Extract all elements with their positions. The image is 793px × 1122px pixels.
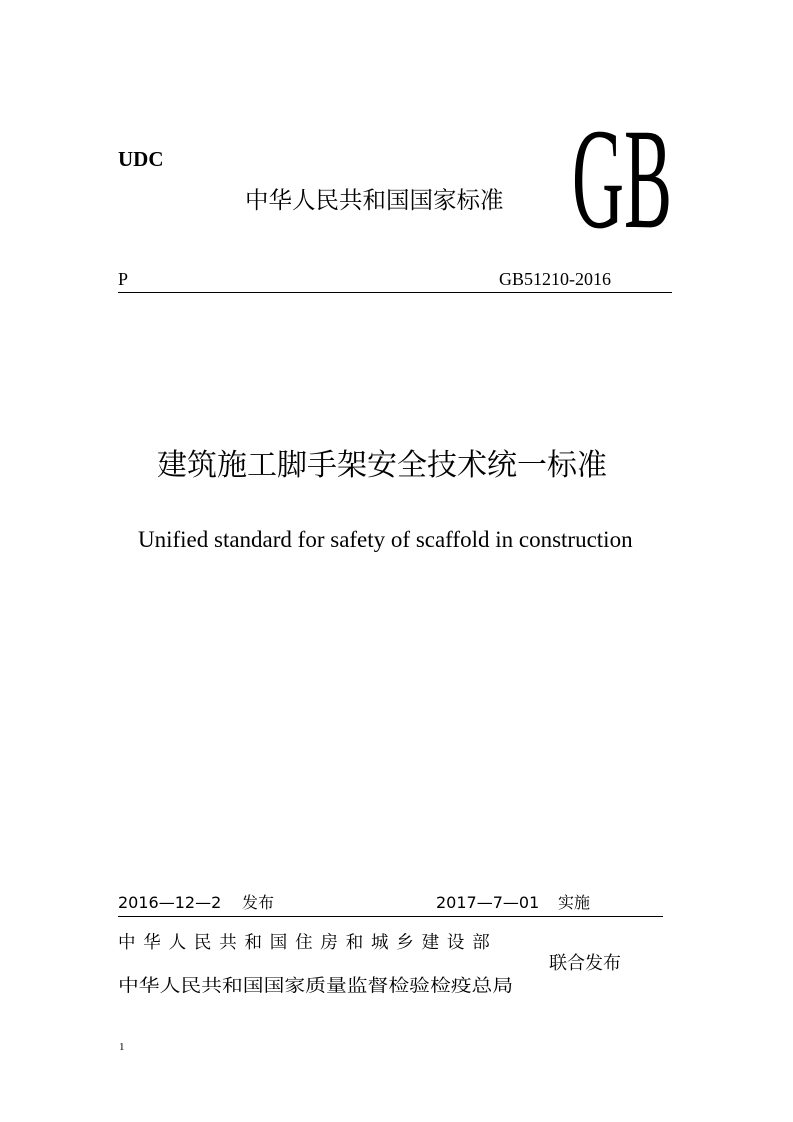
- national-standard-label: 中华人民共和国国家标准: [245, 186, 504, 214]
- effective-date: 2017—7—01: [436, 893, 540, 912]
- udc-label: UDC: [118, 147, 164, 171]
- issuer-2: 中华人民共和国国家质量监督检验检疫总局: [118, 975, 514, 996]
- joint-issue-label: 联合发布: [549, 953, 621, 974]
- classification-code: P: [118, 269, 129, 289]
- issue-label: 发布: [242, 893, 275, 912]
- standard-number: GB51210-2016: [499, 269, 611, 289]
- effective-label: 实施: [558, 893, 591, 912]
- title-en: Unified standard for safety of scaffold in construction: [138, 527, 633, 552]
- title-zh: 建筑施工脚手架安全技术统一标准: [157, 448, 607, 483]
- header-divider: [118, 292, 672, 293]
- gb-logo: GB: [572, 100, 673, 259]
- footer-divider: [118, 916, 663, 917]
- issue-date: 2016—12—2: [118, 893, 222, 912]
- issuer-1: 中华人民共和国住房和城乡建设部: [118, 933, 498, 953]
- page-number: 1: [119, 1041, 125, 1053]
